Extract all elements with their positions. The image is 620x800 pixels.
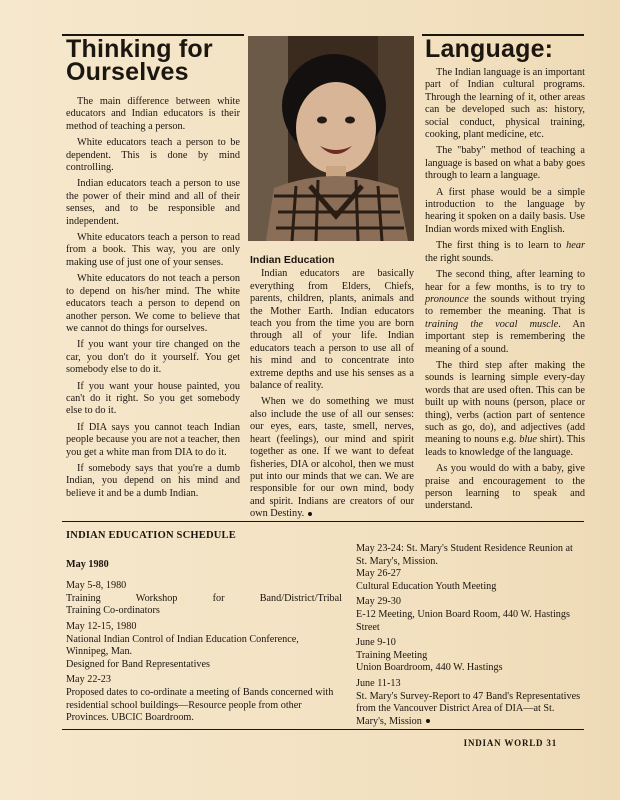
schedule-item <box>356 678 586 728</box>
right-p6-a: The third step after making the sounds is learning simple every-day words that are used often. This can be built up with nouns (person, place or thing), verbs (action part of sentence such as go, do), and adjectives (add meaning to nouns e.g. <box>425 359 585 446</box>
schedule-left <box>66 530 342 728</box>
headline-thinking <box>66 35 240 86</box>
page-footer: INDIAN WORLD 31 <box>463 738 557 748</box>
left-paragraph: If you want your house painted, you can't do it right. So you get somebody else to do it. <box>66 380 240 417</box>
child-photo <box>248 36 414 241</box>
left-paragraph: White educators teach a person to read from a book. This way, you are only making use of just one of your senses. <box>66 232 240 268</box>
schedule-line: National Indian Control of Indian Education Conference, Winnipeg, Man. <box>66 633 299 658</box>
right-p5-em2: training the vocal muscle <box>425 318 559 330</box>
schedule-line-text: St. Mary's Survey-Report to 47 Band's Representatives from the Vancouver District Area of DIA—at St. Mary's, Mission <box>356 690 581 727</box>
schedule-title: INDIAN EDUCATION SCHEDULE <box>66 530 236 541</box>
middle-paragraph <box>250 396 414 520</box>
schedule-line: Training Meeting <box>356 649 428 661</box>
schedule-line: Proposed dates to co-ordinate a meeting of Bands concerned with residential school buildings—Resource people from other Provinces. UBCIC Boardroom. <box>66 686 334 724</box>
schedule-month: May 1980 <box>66 558 109 570</box>
left-paragraph: Indian educators teach a person to use the power of their mind and all of their senses, and to be responsible and independent. <box>66 178 240 227</box>
schedule-date: May 26-27 <box>356 568 401 580</box>
right-paragraph <box>425 240 585 265</box>
right-p6-b: shirt). This leads to knowledge of the language. <box>425 434 585 458</box>
middle-paragraph-text: When we do something we must also include the use of all our senses: our eyes, ears, taste, smell, nerves, heart (feelings), our mind and spirit together as one. If we want to defeat fisheries, DIA or alcohol, then we must put into our minds that we can. We are responsible for our own mind, body and spirit. Indians are creators of our own Destiny. <box>250 396 414 520</box>
end-mark-icon <box>308 512 312 516</box>
right-paragraph: The "baby" method of teaching a language is based on what a baby goes through to learn a language. <box>425 145 585 182</box>
left-paragraph: If DIA says you cannot teach Indian people because you are not a teacher, then you get a white man from DIA to do it. <box>66 421 240 458</box>
schedule-item <box>66 621 342 671</box>
schedule-item <box>356 637 586 675</box>
left-paragraph: White educators teach a person to be dependent. This is done by mind controlling. <box>66 137 240 174</box>
right-p4-em: hear <box>566 240 585 252</box>
left-paragraph: The main difference between white educators and Indian educators is their method of teaching a person. <box>66 96 240 132</box>
right-p6-em: blue <box>519 434 537 446</box>
right-p5-c: . An important step is remembering the meaning of a sound. <box>425 318 585 355</box>
schedule-right <box>356 543 586 731</box>
right-p4-a: The first thing is to learn to <box>436 240 567 252</box>
headline-line1: Thinking for <box>66 35 213 63</box>
right-paragraph: A first phase would be a simple introduction to the language by hearing it spoken on a daily basis. Use Indian words mixed with English. <box>425 186 585 235</box>
right-paragraph: As you would do with a baby, give praise and encouragement to the person learning to speak and understand. <box>425 463 585 512</box>
schedule-line: Cultural Education Youth Meeting <box>356 580 497 592</box>
schedule-item <box>356 596 586 634</box>
right-paragraph: The Indian language is an important part of Indian cultural programs. Through the learning of it, other areas can be developed such as: history, social conduct, physical training, cooking, plant medicine, etc. <box>425 67 585 141</box>
left-paragraph: If you want your tire changed on the car, you don't do it yourself. You get somebody else to do it. <box>66 339 240 376</box>
headline-language: Language: <box>425 35 554 63</box>
subhead-indian-education: Indian Education <box>250 254 335 266</box>
schedule-date: June 11-13 <box>356 677 401 689</box>
middle-paragraph: Indian educators are basically everything from Elders, Chiefs, parents, children, plants, animals and the Mother Earth. Indian educators teach you from the time you are born through all of your life. Indian educators teach a person to use all of his mind and to concentrate into extreme depths and use his senses as a balance of reality. <box>250 268 414 392</box>
right-p5-b: the sounds without trying to remember the meaning. That is <box>425 293 585 318</box>
middle-column <box>250 254 414 525</box>
schedule-item <box>356 543 586 593</box>
end-mark-icon <box>426 719 430 723</box>
right-column <box>425 35 585 517</box>
schedule-line: Designed for Band Representatives <box>66 658 210 670</box>
schedule-item <box>66 674 342 724</box>
right-p5-a: The second thing, after learning to hear for a few months, is to try to <box>425 269 585 293</box>
schedule-line: E-12 Meeting, Union Board Room, 440 W. Hastings Street <box>356 608 570 633</box>
schedule-line: Union Boardroom, 440 W. Hastings <box>356 662 503 674</box>
right-paragraph <box>425 269 585 356</box>
headline-line2: Ourselves <box>66 58 189 86</box>
schedule-line <box>356 691 586 729</box>
schedule-date: May 23-24: St. Mary's Student Residence Reunion at St. Mary's, Mission. <box>356 543 573 567</box>
schedule-date: May 5-8, 1980 <box>66 580 127 592</box>
left-paragraph: If somebody says that you're a dumb Indian, you depend on his mind and believe it and be a dumb Indian. <box>66 462 240 499</box>
right-p5-em1: pronounce <box>425 293 469 305</box>
schedule-date: May 22-23 <box>66 674 111 686</box>
right-paragraph <box>425 360 585 459</box>
left-column <box>66 35 240 504</box>
bottom-rule <box>62 729 584 730</box>
schedule-date: June 9-10 <box>356 637 396 649</box>
schedule-line: Training Workshop for Band/District/Tribal <box>66 592 342 604</box>
schedule-date: May 12-15, 1980 <box>66 620 137 632</box>
left-paragraph: White educators do not teach a person to depend on his/her mind. The white educators teach a person to depend on another person. We come to believe that we cannot do things for ourselves. <box>66 273 240 334</box>
schedule-date: May 29-30 <box>356 596 401 608</box>
right-p4-b: the right sounds. <box>425 252 494 264</box>
schedule-rule <box>62 521 584 522</box>
schedule-line: Training Co-ordinators <box>66 605 160 617</box>
child-photo-illustration <box>248 36 414 241</box>
schedule-item <box>66 580 342 618</box>
